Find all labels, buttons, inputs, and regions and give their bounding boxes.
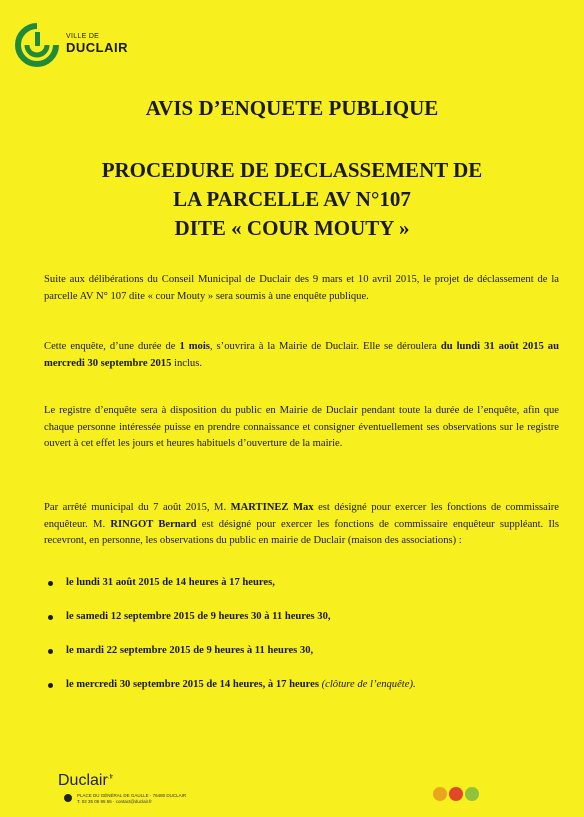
list-item: le lundi 31 août 2015 de 14 heures à 17 heures,: [46, 577, 566, 611]
red-circle-icon: [449, 787, 463, 801]
orange-circle-icon: [433, 787, 447, 801]
location-pin-icon: [64, 794, 72, 802]
paragraph-duration: Cette enquête, d’une durée de 1 mois, s’ouvrira à la Mairie de Duclair. Elle se déroulera du lundi 31 août 2015 au mercredi 30 septembre 2015 inclus.: [44, 341, 559, 369]
green-circle-icon: [465, 787, 479, 801]
procedure-title-line: LA PARCELLE AV N°107: [173, 187, 411, 211]
list-item: le samedi 12 septembre 2015 de 9 heures 30 à 11 heures 30,: [46, 611, 566, 645]
footer-address: PLACE DU GÉNÉRAL DE GAULLE · 76480 DUCLAIR T. 02 35 05 95 55 · contact@duclair.fr: [77, 793, 187, 804]
paragraph-registry: Le registre d’enquête sera à disposition du public en Mairie de Duclair pendant toute la durée de l’enquête, afin que chaque personne intéressée puisse en prendre connaissance et consigner éventuellement ses observations sur le registre ouvert à cet effet les jours et heures habituels d’ouverture de la mairie.: [44, 405, 559, 449]
paragraph-commissioner: Par arrêté municipal du 7 août 2015, M. MARTINEZ Max est désigné pour exercer les fonctions de commissaire enquêteur. M. RINGOT Bernard est désigné pour exercer les fonctions de commissaire enquêteur suppléant. Ils recevront, en personne, les observations du public en mairie de Duclair (maison des associations) :: [44, 502, 560, 546]
list-item: le mercredi 30 septembre 2015 de 14 heures, à 17 heures (clôture de l’enquête).: [46, 679, 566, 713]
bullet-icon: [48, 649, 53, 654]
footer-brand: Duclair$^{.fr}$: [58, 772, 114, 789]
logo-small-text: VILLE DE: [66, 33, 100, 40]
bullet-icon: [48, 683, 53, 688]
footer-icons: [433, 787, 481, 806]
bullet-icon: [48, 615, 53, 620]
logo-big-text: DUCLAIR: [66, 40, 128, 55]
ville-de-duclair-logo: [14, 22, 144, 68]
bullet-icon: [48, 581, 53, 586]
schedule-list: [46, 577, 566, 713]
duclair-logo-icon: [14, 22, 60, 68]
procedure-title-line: PROCEDURE DE DECLASSEMENT DE: [101, 158, 483, 182]
page-title: AVIS D’ENQUETE PUBLIQUE: [145, 96, 439, 120]
list-item: le mardi 22 septembre 2015 de 9 heures à 11 heures 30,: [46, 645, 566, 679]
procedure-title: [40, 156, 544, 243]
paragraph-intro: Suite aux délibérations du Conseil Municipal de Duclair des 9 mars et 10 avril 2015, le projet de déclassement de la parcelle AV N° 107 dite « cour Mouty » sera soumis à une enquête publique.: [44, 274, 559, 302]
procedure-title-line: DITE « COUR MOUTY »: [174, 216, 410, 240]
